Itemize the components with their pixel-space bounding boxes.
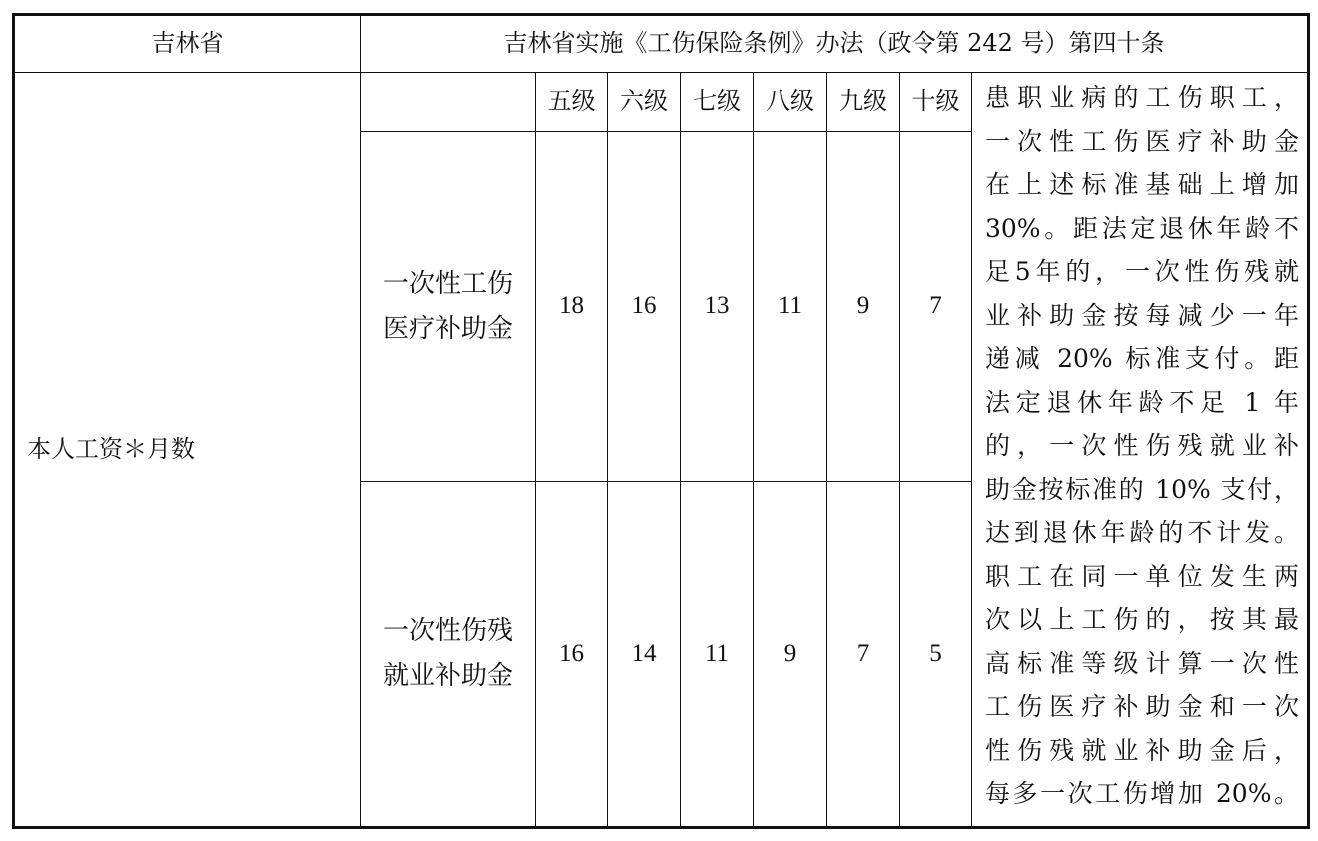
note-line: 助金按标准的 10% 支付， [985, 474, 1299, 504]
note-line: 每多一次工伤增加 20%。 [985, 779, 1299, 808]
note-line: 递减 20% 标准支付。距 [985, 344, 1299, 373]
row1-value-text: 9 [856, 292, 870, 320]
row1-value-g10 [900, 132, 971, 481]
row2-value-text: 16 [559, 639, 584, 667]
row1-value-g9 [827, 132, 899, 481]
row-label-cell [15, 73, 360, 826]
note-line: 职工在同一单位发生两 [985, 561, 1299, 591]
row2-value-g7 [681, 482, 753, 826]
row2-value-g6 [608, 482, 680, 826]
grade-header-label: 五级 [547, 87, 596, 116]
row2-label-cell [361, 482, 535, 826]
row2-value-text: 9 [783, 639, 797, 667]
row2-value-text: 7 [856, 639, 870, 667]
row2-label-line2: 就业补助金 [382, 661, 513, 691]
row2-value-g5 [536, 482, 607, 826]
grade-header-label: 六级 [620, 87, 668, 116]
grade-header-label: 七级 [693, 87, 741, 116]
note-line: 的，一次性伤残就业补 [985, 431, 1299, 460]
note-text-block [985, 76, 1299, 824]
row1-value-text: 13 [704, 292, 730, 320]
row2-value-g9 [827, 482, 899, 826]
note-line: 30%。距法定退休年龄不 [985, 213, 1299, 243]
grade-header-label: 十级 [911, 87, 960, 116]
grade-header-6 [900, 73, 971, 131]
row2-value-text: 5 [929, 639, 942, 667]
grade-header-1 [536, 73, 607, 131]
row1-label-cell [361, 132, 535, 481]
row1-value-g6 [608, 132, 680, 481]
row-label-text: 本人工资＊月数 [27, 434, 195, 463]
row2-label [383, 609, 513, 699]
row2-value-text: 14 [631, 639, 657, 667]
header-regulation [361, 16, 1307, 72]
note-line: 业补助金按每减少一年 [985, 300, 1299, 330]
header-province-text: 吉林省 [151, 29, 224, 58]
note-line: 达到退休年龄的不计发。 [985, 518, 1299, 547]
row2-value-g8 [754, 482, 826, 826]
grade-header-5 [827, 73, 899, 131]
row1-value-g8 [754, 132, 826, 481]
note-line: 在上述标准基础上增加 [985, 170, 1299, 199]
grade-header-4 [754, 73, 826, 131]
header-province [15, 16, 360, 72]
row1-value-text: 16 [631, 292, 657, 320]
note-line: 一次性工伤医疗补助金 [985, 126, 1299, 156]
grade-header-label: 八级 [766, 87, 814, 116]
row1-label-line2: 医疗补助金 [382, 313, 513, 344]
row1-value-text: 7 [929, 292, 942, 320]
row1-value-text: 18 [559, 292, 584, 320]
row1-label-line1: 一次性工伤 [382, 268, 513, 299]
note-line: 性伤残就业补助金后， [985, 735, 1299, 765]
grade-header-label: 九级 [839, 87, 887, 116]
row1-value-g7 [681, 132, 753, 481]
note-line: 次以上工伤的，按其最 [985, 605, 1299, 634]
note-line: 工伤医疗补助金和一次 [985, 692, 1299, 721]
grade-header-3 [681, 73, 753, 131]
note-line: 患职业病的工伤职工， [985, 83, 1299, 112]
note-line: 高标准等级计算一次性 [985, 648, 1299, 678]
header-regulation-text: 吉林省实施《工伤保险条例》办法（政令第 242 号）第四十条 [503, 29, 1165, 58]
note-line: 足5年的，一次性伤残就 [985, 257, 1299, 286]
row1-label [383, 262, 513, 352]
row1-value-text: 11 [777, 292, 803, 320]
grade-header-2 [608, 73, 680, 131]
note-line: 法定退休年龄不足 1 年 [985, 387, 1299, 417]
row2-value-g10 [900, 482, 971, 826]
row2-value-text: 11 [704, 639, 730, 667]
col-divider-note [971, 72, 972, 829]
row1-value-g5 [536, 132, 607, 481]
row2-label-line1: 一次性伤残 [382, 616, 513, 646]
